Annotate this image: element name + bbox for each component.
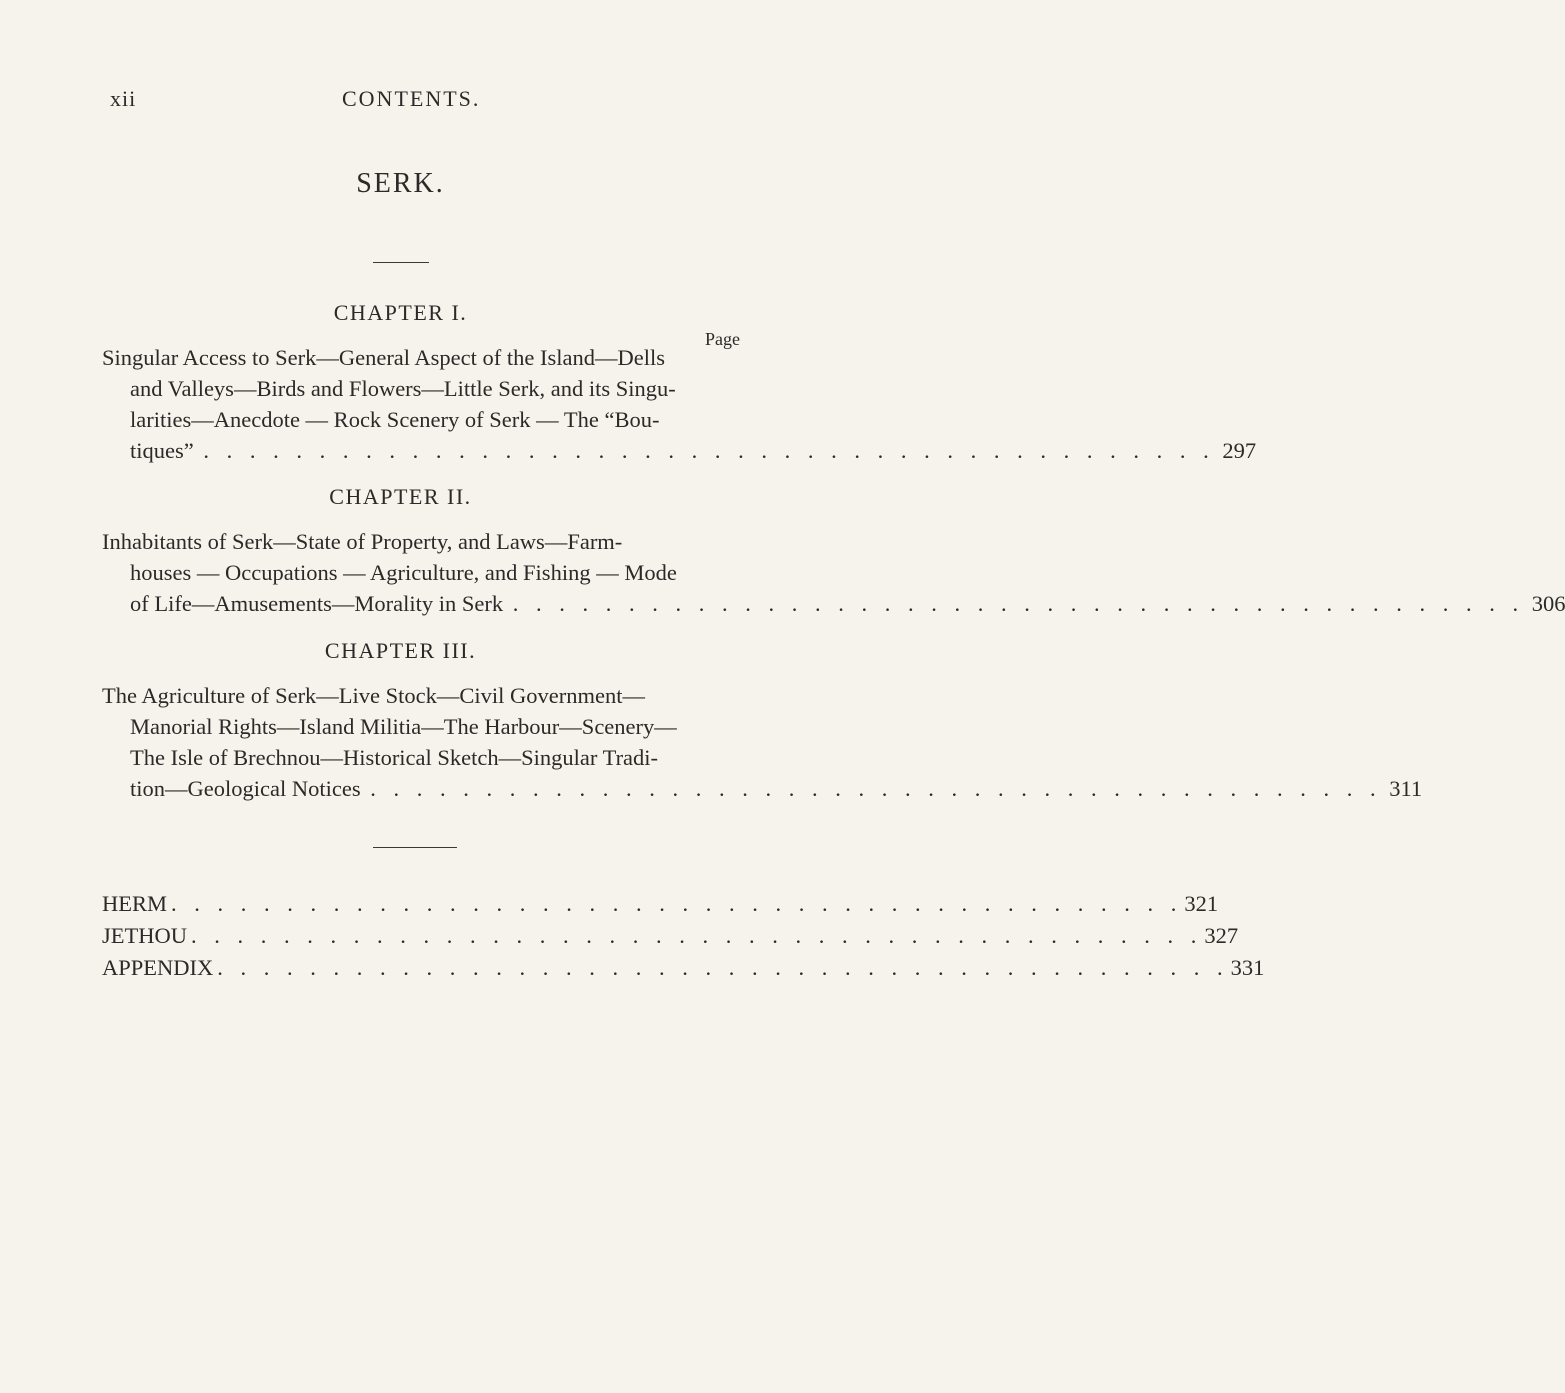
chapter-1-entry[interactable] bbox=[102, 342, 1257, 466]
toc-entry-title: HERM bbox=[102, 891, 168, 916]
toc-entry-row bbox=[102, 920, 1239, 951]
chapter-3-line-2: Manorial Rights—Island Militia—The Harbour—Scenery— bbox=[130, 714, 677, 739]
dot-leader: . . . . . . . . . . . . . . . . . . . . . . . . . . . . . . . . . . . . . . . . . . . . bbox=[191, 923, 1203, 948]
toc-entry-page: 331 bbox=[1230, 955, 1265, 980]
chapter-2-page-number: 306 bbox=[1531, 591, 1565, 616]
toc-entry-jethou[interactable] bbox=[102, 920, 1239, 951]
chapter-1-line-1: Singular Access to Serk—General Aspect of the Island—Dells bbox=[102, 345, 665, 370]
chapter-3-line-4 bbox=[102, 773, 1423, 804]
toc-entry-row bbox=[102, 952, 1265, 983]
toc-entry-page: 327 bbox=[1204, 923, 1239, 948]
dot-leader: . . . . . . . . . . . . . . . . . . . . . . . . . . . . . . . . . . . . . . . . . . . . bbox=[203, 438, 1215, 463]
chapter-2-line-1: Inhabitants of Serk—State of Property, and Laws—Farm- bbox=[102, 529, 623, 554]
book-title: SERK. bbox=[356, 168, 445, 199]
chapter-2-line-3 bbox=[102, 588, 1565, 619]
chapter-1-heading: CHAPTER I. bbox=[333, 300, 468, 325]
chapter-3-page-number: 311 bbox=[1389, 776, 1423, 801]
page-number: xii bbox=[110, 86, 137, 111]
chapter-2-last-line: of Life—Amusements—Morality in Serk bbox=[130, 591, 504, 616]
chapter-1-line-2: and Valleys—Birds and Flowers—Little Serk, and its Singu- bbox=[130, 376, 676, 401]
page-column-label: Page bbox=[705, 329, 740, 349]
toc-entry-title: APPENDIX bbox=[102, 955, 214, 980]
dot-leader: . . . . . . . . . . . . . . . . . . . . . . . . . . . . . . . . . . . . . . . . . . . . bbox=[512, 591, 1525, 616]
chapter-3-line-1: The Agriculture of Serk—Live Stock—Civil Government— bbox=[102, 683, 646, 708]
toc-entry-appendix[interactable] bbox=[102, 952, 1265, 983]
toc-entry-herm[interactable] bbox=[102, 888, 1219, 919]
section-rule bbox=[373, 847, 457, 848]
chapter-1-line-3: larities—Anecdote — Rock Scenery of Serk — The “Bou- bbox=[130, 407, 660, 432]
chapter-1-last-line: tiques” bbox=[130, 438, 194, 463]
toc-entry-title: JETHOU bbox=[102, 923, 187, 948]
chapter-3-line-3: The Isle of Brechnou—Historical Sketch—Singular Tradi- bbox=[130, 745, 659, 770]
running-title: CONTENTS. bbox=[342, 86, 481, 111]
chapter-2-entry[interactable] bbox=[102, 526, 1565, 619]
chapter-2-line-2: houses — Occupations — Agriculture, and Fishing — Mode bbox=[130, 560, 677, 585]
dot-leader: . . . . . . . . . . . . . . . . . . . . . . . . . . . . . . . . . . . . . . . . . . . . bbox=[171, 891, 1183, 916]
running-head bbox=[110, 86, 690, 116]
chapter-1-line-4 bbox=[102, 435, 1257, 466]
chapter-3-entry[interactable] bbox=[102, 680, 1423, 804]
chapter-3-heading: CHAPTER III. bbox=[324, 638, 477, 663]
dot-leader: . . . . . . . . . . . . . . . . . . . . . . . . . . . . . . . . . . . . . . . . . . . . bbox=[370, 776, 1382, 801]
title-rule bbox=[373, 262, 429, 263]
chapter-2-heading: CHAPTER II. bbox=[329, 484, 472, 509]
toc-entry-page: 321 bbox=[1184, 891, 1219, 916]
dot-leader: . . . . . . . . . . . . . . . . . . . . . . . . . . . . . . . . . . . . . . . . . . . . bbox=[217, 955, 1229, 980]
chapter-3-last-line: tion—Geological Notices bbox=[130, 776, 361, 801]
toc-entry-row bbox=[102, 888, 1219, 919]
chapter-1-page-number: 297 bbox=[1222, 438, 1257, 463]
